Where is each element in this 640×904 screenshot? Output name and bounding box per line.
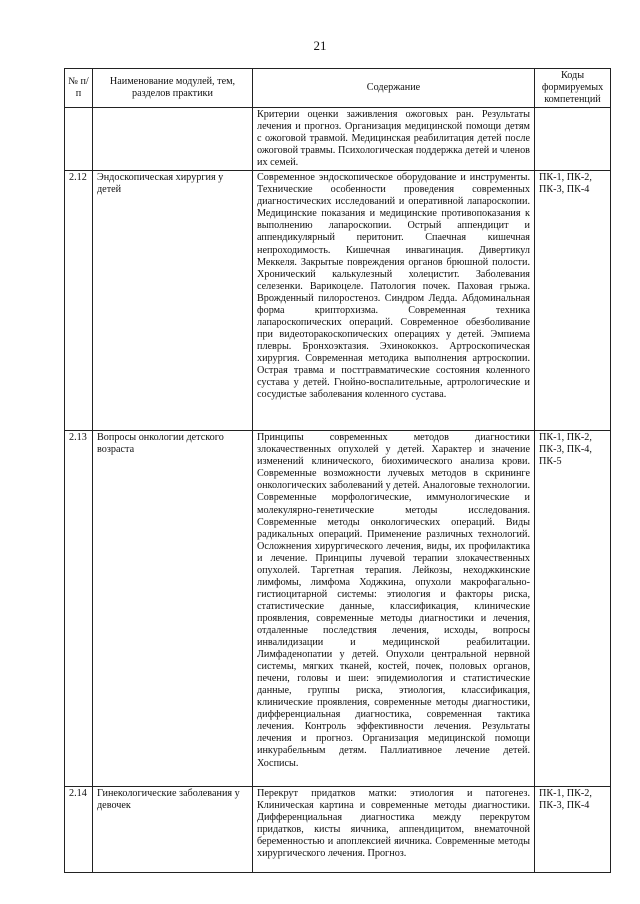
- row-competency-codes: ПК-1, ПК-2, ПК-3, ПК-4, ПК-5: [535, 431, 611, 787]
- header-module-name: Наименование модулей, тем, разделов практики: [93, 69, 253, 108]
- row-number: 2.14: [65, 787, 93, 873]
- table-row: [65, 431, 611, 787]
- row-module-name: [93, 108, 253, 171]
- row-number: 2.12: [65, 171, 93, 431]
- header-content: Содержание: [253, 69, 535, 108]
- row-number: [65, 108, 93, 171]
- row-competency-codes: ПК-1, ПК-2, ПК-3, ПК-4: [535, 171, 611, 431]
- curriculum-table: [64, 68, 611, 873]
- row-competency-codes: [535, 108, 611, 171]
- header-number: № п/п: [65, 69, 93, 108]
- table-row: [65, 787, 611, 873]
- row-competency-codes: ПК-1, ПК-2, ПК-3, ПК-4: [535, 787, 611, 873]
- table-row: [65, 171, 611, 431]
- row-number: 2.13: [65, 431, 93, 787]
- header-competency-codes: Коды формируемых компетенций: [535, 69, 611, 108]
- row-module-name: Вопросы онкологии детского возраста: [93, 431, 253, 787]
- row-module-name: Гинекологические заболевания у девочек: [93, 787, 253, 873]
- row-module-name: Эндоскопическая хирургия у детей: [93, 171, 253, 431]
- row-content: Современное эндоскопическое оборудование и инструменты. Технические особенности проведения современных диагностических исследований и оперативной лапароскопии. Медицинские показания и медицинские противопоказания к выполнению лапароскопии. Острый аппендицит и аппендикулярный перитонит. Спаечная кишечная непроходимость. Кишечная инвагинация. Дивертикул Меккеля. Закрытые повреждения органов брюшной полости. Хронический калькулезный холецистит. Заболевания селезенки. Варикоцеле. Патология почек. Паховая грыжа. Врожденный пилоростеноз. Синдром Ледда. Абдоминальная форма крипторхизма. Современная техника лапароскопических операций. Современное обезболивание при видеоторакоскопических операциях у детей. Эмпиема плевры. Бронхоэктазия. Эхинококкоз. Артроскопическая хирургия. Современная методика выполнения артроскопии. Острая травма и посттравматические состояния коленного сустава у детей. Гнойно-воспалительные, артрологические и сосудистые заболевания коленного сустава.: [253, 171, 535, 431]
- row-content: Перекрут придатков матки: этиология и патогенез. Клиническая картина и современные методы диагностики. Дифференциальная диагностика между перекрутом придатков, кисты яичника, аппендицитом, внематочной беременностью и апоплексией яичника. Современные методы хирургического лечения. Прогноз.: [253, 787, 535, 873]
- table-header-row: [65, 69, 611, 108]
- row-content: Критерии оценки заживления ожоговых ран. Результаты лечения и прогноз. Организация медицинской помощи детям с ожоговой травмой. Медицинская реабилитация детей после ожоговой травмы. Психологическая поддержка детей и членов их семей.: [253, 108, 535, 171]
- table-row: [65, 108, 611, 171]
- row-content: Принципы современных методов диагностики злокачественных опухолей у детей. Характер и значение изменений клинического, биохимического анализа крови. Современные возможности лучевых методов в скрининге онкологических заболеваний у детей. Аналоговые технологии. Современные морфологические, иммунологические и молекулярно-генетические методы исследования. Современные методы онкологических операций. Виды радикальных операций. Применение различных технологий. Осложнения хирургического лечения, виды, их профилактика и лечение. Принципы лучевой терапии злокачественных опухолей. Таргетная терапия. Лейкозы, неходжкинские лимфомы, лимфома Ходжкина, опухоли макрофагально-гистиоцитарной системы: этиология и факторы риска, статистические данные, классификация, клинические проявления, современные методы диагностики и лечения, отдаленные последствия лечения, исходы, вопросы инвалидизации и медицинской реабилитации. Лимфаденопатии у детей. Опухоли центральной нервной системы, мягких тканей, костей, почек, половых органов, печени, головы и шеи: эпидемиология и статистические данные, группы риска, этиология, классификация, клинические проявления, современные методы диагностики, дифференциальная диагностика, современная тактика лечения. Контроль эффективности лечения. Результаты лечения и прогноз. Организация медицинской помощи инкурабельным детям. Паллиативное лечение детей. Хосписы.: [253, 431, 535, 787]
- page-number: 21: [313, 38, 327, 53]
